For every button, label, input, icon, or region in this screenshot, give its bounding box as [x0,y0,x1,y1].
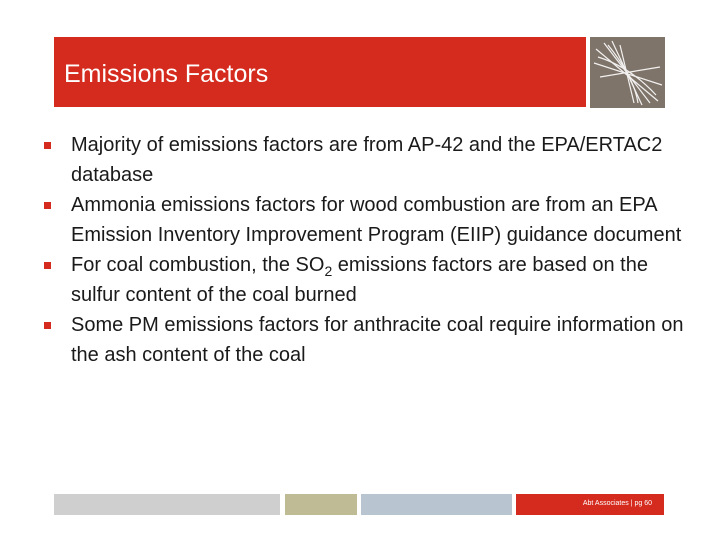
logo [590,37,665,108]
bullet-item [44,310,684,370]
abt-starburst-logo-icon [590,37,665,108]
bullet-text [71,254,648,306]
bullet-item [44,190,684,250]
bullet-item [44,250,684,310]
footer-bar-red [516,494,664,515]
footer-bar-gray [54,494,280,515]
bullet-list [44,130,684,370]
bullet-text: Ammonia emissions factors for wood combustion are from an EPA Emission Inventory Improvement Program (EIIP) guidance document [71,194,682,246]
footer-label: Abt Associates | pg 60 [582,500,652,507]
bullet-square-icon [44,262,51,269]
bullet-text: Some PM emissions factors for anthracite coal require information on the ash content of the coal [71,314,684,366]
bullet-text-before: For coal combustion, the SO [71,254,325,276]
bullet-item [44,130,684,190]
bullet-square-icon [44,202,51,209]
bullet-text-after: emissions factors are based on the sulfur content of the coal burned [71,254,648,306]
footer-bar-olive [285,494,357,515]
bullet-square-icon [44,322,51,329]
bullet-square-icon [44,142,51,149]
slide-title: Emissions Factors [64,60,269,88]
title-bar [54,37,586,107]
footer-bar-blue [361,494,512,515]
subscript: 2 [324,263,333,279]
bullet-text: Majority of emissions factors are from AP-42 and the EPA/ERTAC2 database [71,134,663,186]
